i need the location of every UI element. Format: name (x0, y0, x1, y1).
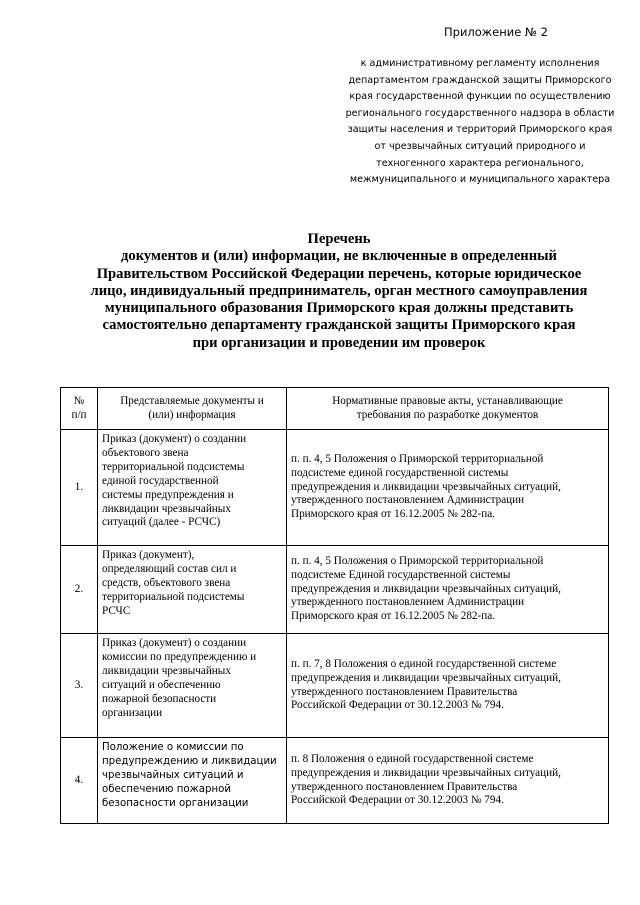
document-title (60, 231, 618, 352)
title-line: при организации и проведении им проверок (192, 334, 486, 351)
title-line: муниципального образования Приморского края должны представить (104, 300, 574, 317)
approval-line: департаментом гражданской защиты Приморского (348, 74, 612, 86)
approval-line: техногенного характера регионального, (376, 157, 584, 169)
header-num: № п/п (61, 388, 98, 430)
row-regulation: п. п. 4, 5 Положения о Приморской территориальной подсистеме единой государственной системы предупреждения и ликвидации чрезвычайных ситуаций, утвержденного постановлением Администрации Приморского края от 16.12.2005 № 282-па. (287, 430, 609, 546)
row-document: Положение о комиссии по предупреждению и ликвидации чрезвычайных ситуаций и обеспечению пожарной безопасности организации (98, 738, 287, 824)
header-regulation: Нормативные правовые акты, устанавливающие требования по разработке документов (287, 388, 609, 430)
row-num: 4. (61, 738, 98, 824)
row-document: Приказ (документ) о создании комиссии по предупреждению и ликвидации чрезвычайных ситуаций и обеспечению пожарной безопасности организации (98, 634, 287, 738)
approval-line: к административному регламенту исполнения (360, 58, 600, 69)
approval-line: межмуниципального и муниципального характера (349, 174, 611, 186)
row-document: Приказ (документ) о создании объектового звена территориальной подсистемы единой государственной системы предупреждения и ликвидации чрезвычайных ситуаций (далее - РСЧС) (98, 430, 287, 546)
approval-line: края государственной функции по осуществлению (349, 91, 611, 103)
table-row (61, 546, 609, 634)
appendix-label: Приложение № 2 (444, 25, 548, 39)
documents-table (60, 387, 609, 824)
row-num: 3. (61, 634, 98, 738)
row-num: 2. (61, 546, 98, 634)
approval-line: регионального государственного надзора в области (345, 107, 615, 119)
title-line: лицо, индивидуальный предприниматель, орган местного самоуправления (90, 282, 588, 299)
header-document: Представляемые документы и (или) информация (98, 388, 287, 430)
table-header-row (61, 388, 609, 430)
approval-line: от чрезвычайных ситуаций природного и (374, 140, 586, 152)
row-num: 1. (61, 430, 98, 546)
row-regulation: п. п. 7, 8 Положения о единой государственной системе предупреждения и ликвидации чрезвычайных ситуаций, утвержденного постановлением Правительства Российской Федерации от 30.12.2003 № 794. (287, 634, 609, 738)
approval-block (335, 56, 625, 189)
row-regulation: п. п. 4, 5 Положения о Приморской территориальной подсистеме Единой государственной системы предупреждения и ликвидации чрезвычайных ситуаций, утвержденного постановлением Администрации Приморского края от 16.12.2005 № 282-па. (287, 546, 609, 634)
table-row (61, 738, 609, 824)
table-row (61, 430, 609, 546)
title-line: Перечень (307, 231, 371, 247)
row-document: Приказ (документ), определяющий состав сил и средств, объектового звена территориальной подсистемы РСЧС (98, 546, 287, 634)
row-regulation: п. 8 Положения о единой государственной системе предупреждения и ликвидации чрезвычайных ситуаций, утвержденного постановлением Правительства Российской Федерации от 30.12.2003 № 794. (287, 738, 609, 824)
title-line: самостоятельно департаменту гражданской защиты Приморского края (102, 317, 576, 334)
table-row (61, 634, 609, 738)
approval-line: защиты населения и территорий Приморского края (347, 124, 613, 136)
title-line: документов и (или) информации, не включенные в определенный (121, 248, 557, 265)
title-line: Правительством Российской Федерации перечень, которые юридическое (96, 265, 582, 282)
